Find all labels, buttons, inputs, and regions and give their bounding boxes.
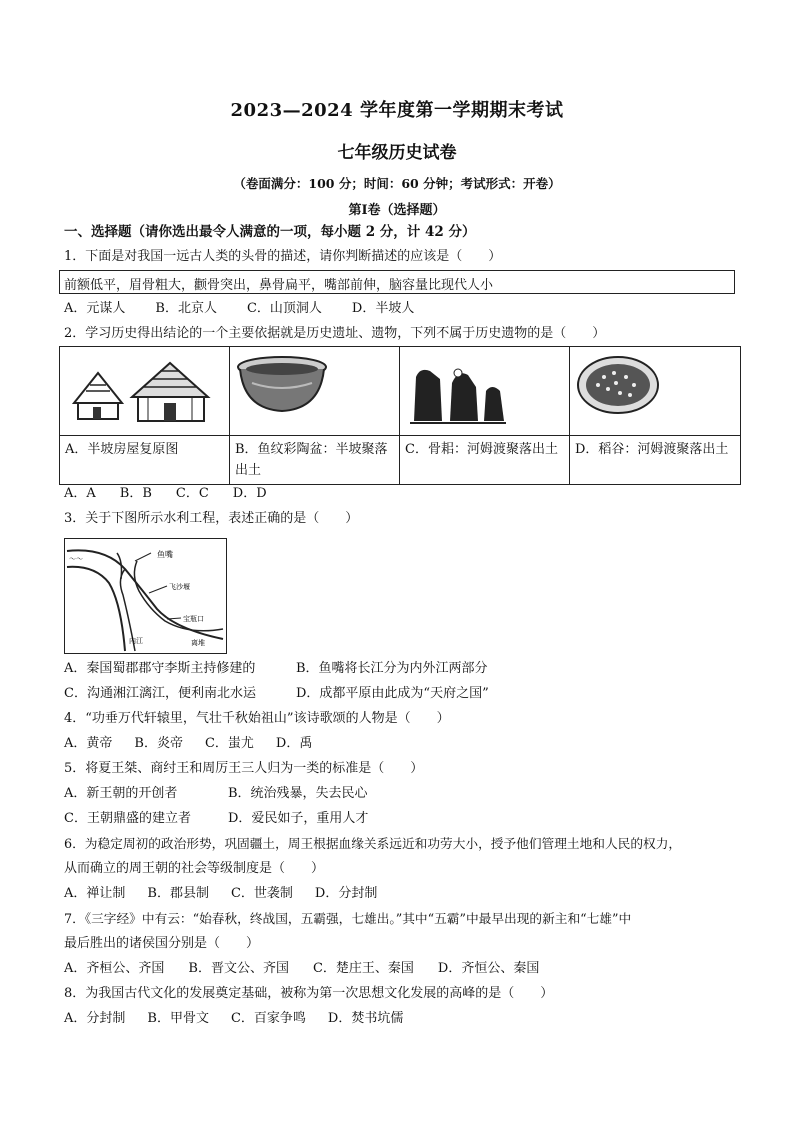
river-map-icon [65,539,225,652]
caption-b: B．鱼纹彩陶盆：半坡聚落出土 [230,436,400,485]
question-4-options [64,735,342,753]
option-c[interactable]: C．王朝鼎盛的建立者 [64,811,191,826]
option-b[interactable]: B．B [119,486,152,501]
exam-info: （卷面满分：100 分；时间：60 分钟；考试形式：开卷） [233,176,561,191]
svg-text:～～: ～～ [69,555,83,563]
map-label-inner-river: 内江 [129,637,143,645]
part-heading: 第Ⅰ卷（选择题） [348,203,446,218]
question-5-options-row2 [64,810,398,828]
dujiangyan-map [64,538,227,654]
option-c[interactable]: C．C [175,486,209,501]
question-2-options [64,485,297,503]
bone-tool-icon [400,347,569,431]
option-a[interactable]: A．秦国蜀郡郡守李斯主持修建的 [64,661,256,676]
option-c[interactable]: C．世袭制 [230,886,293,901]
house-icon [60,347,229,431]
option-d[interactable]: D．成都平原由此成为“天府之国” [296,686,489,701]
option-a[interactable]: A．元谋人 [64,301,126,316]
question-3-options-row1 [64,660,518,678]
option-c[interactable]: C．山顶洞人 [246,301,322,316]
exam-subtitle: 七年级历史试卷 [337,143,457,163]
question-4-stem: 4．“功垂万代轩辕里，气壮千秋始祖山”该诗歌颂的人物是（ ） [64,711,450,726]
question-1-options [64,300,444,318]
option-b[interactable]: B．甲骨文 [147,1011,209,1026]
caption-c: C．骨耜：河姆渡聚落出土 [400,436,570,485]
question-5-options-row1 [64,785,398,803]
option-a[interactable]: A．分封制 [64,1011,126,1026]
option-b[interactable]: B．北京人 [155,301,217,316]
question-6-stem-line2: 从而确立的周王朝的社会等级制度是（ ） [64,861,325,876]
option-c[interactable]: C．蚩尤 [204,736,254,751]
caption-a: A．半坡房屋复原图 [60,436,230,485]
question-8-options [64,1010,433,1028]
option-d[interactable]: D．禹 [275,736,313,751]
question-1-description-box: 前额低平，眉骨粗大，颧骨突出，鼻骨扁平，嘴部前伸，脑容量比现代人小 [59,270,735,294]
option-d[interactable]: D．焚书坑儒 [327,1011,404,1026]
question-5-stem: 5．将夏王桀、商纣王和周厉王三人归为一类的标准是（ ） [64,761,424,776]
question-2-image-table [59,346,741,485]
bowl-image-cell [230,347,400,436]
option-a[interactable]: A．禅让制 [64,886,126,901]
question-7-stem-line1: 7．《三字经》中有云：“始春秋，终战国，五霸强，七雄出。”其中“五霸”中最早出现的新主和“七雄”中 [64,911,632,926]
question-7-options [64,960,569,978]
option-c[interactable]: C．沟通湘江漓江，便利南北水运 [64,686,256,701]
option-d[interactable]: D．D [232,486,267,501]
exam-title: 2023—2024 学年度第一学期期末考试 [230,100,564,121]
map-label-mid: 飞沙堰 [169,583,190,591]
option-d[interactable]: D．爱民如子，重用人才 [228,811,369,826]
rice-image-cell [570,347,741,436]
map-label-bottom-right: 离堆 [191,639,205,647]
option-d[interactable]: D．分封制 [314,886,378,901]
question-2-stem: 2．学习历史得出结论的一个主要依据就是历史遗址、遗物，下列不属于历史遗物的是（ ） [64,326,606,341]
caption-d: D．稻谷：河姆渡聚落出土 [570,436,741,485]
option-a[interactable]: A．新王朝的开创者 [64,786,178,801]
option-a[interactable]: A．A [64,486,96,501]
option-b[interactable]: B．郡县制 [147,886,209,901]
section-heading: 一、选择题（请你选出最令人满意的一项，每小题 2 分，计 42 分） [64,224,476,240]
option-b[interactable]: B．统治残暴，失去民心 [228,786,368,801]
rice-icon [570,347,740,431]
option-d[interactable]: D．半坡人 [351,301,415,316]
question-6-options [64,885,407,903]
option-c[interactable]: C．百家争鸣 [230,1011,306,1026]
question-1-stem: 1．下面是对我国一远古人类的头骨的描述，请你判断描述的应该是（ ） [64,249,502,264]
house-image-cell [60,347,230,436]
question-8-stem: 8．为我国古代文化的发展奠定基础，被称为第一次思想文化发展的高峰的是（ ） [64,986,554,1001]
map-label-right: 宝瓶口 [183,615,204,623]
option-b[interactable]: B．晋文公、齐国 [188,961,289,976]
option-a[interactable]: A．黄帝 [64,736,113,751]
question-7-stem-line2: 最后胜出的诸侯国分别是（ ） [64,936,260,951]
question-3-stem: 3．关于下图所示水利工程，表述正确的是（ ） [64,511,359,526]
option-c[interactable]: C．楚庄王、秦国 [312,961,414,976]
option-b[interactable]: B．鱼嘴将长江分为内外江两部分 [296,661,488,676]
bone-tool-image-cell [400,347,570,436]
option-d[interactable]: D．齐恒公、秦国 [437,961,540,976]
option-a[interactable]: A．齐桓公、齐国 [64,961,165,976]
map-label-top: 鱼嘴 [157,550,173,559]
option-b[interactable]: B．炎帝 [134,736,183,751]
bowl-icon [230,347,399,431]
question-6-stem-line1: 6．为稳定周初的政治形势，巩固疆土，周王根据血缘关系远近和功劳大小，授予他们管理土地和人民的权力， [64,836,682,851]
question-3-options-row2 [64,685,519,703]
